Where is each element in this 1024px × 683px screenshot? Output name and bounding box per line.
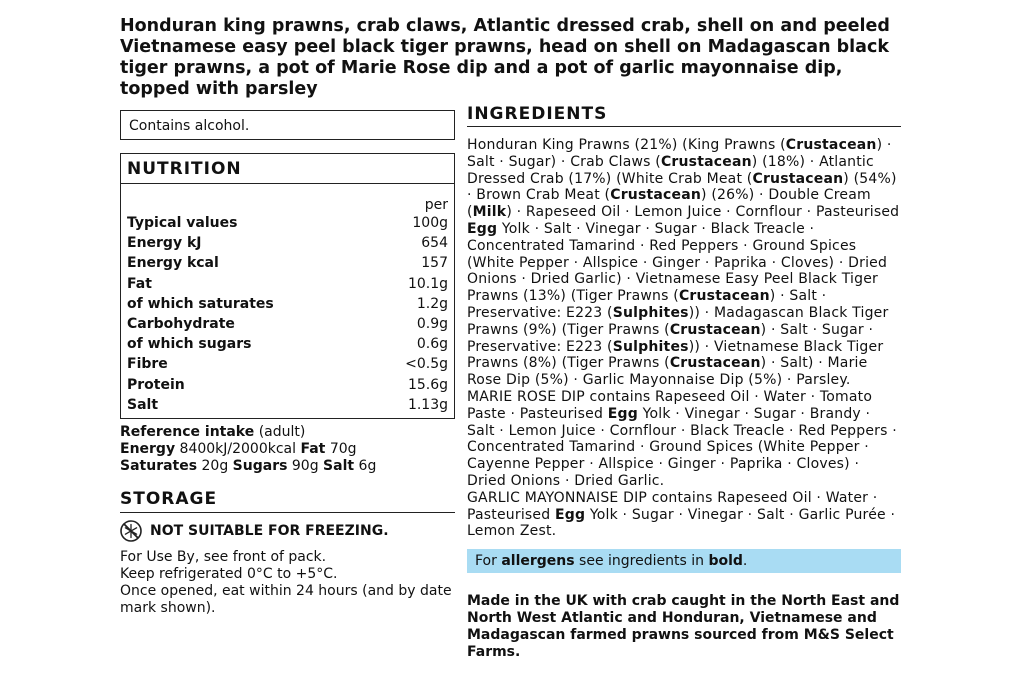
nutrition-rows	[127, 213, 448, 415]
ingredient-text: ) (18%) · Atlantic Dressed Crab (17%) (White Crab Meat (	[467, 153, 874, 187]
nutrition-label: of which sugars	[127, 336, 252, 353]
nutrition-value: 157	[421, 255, 448, 272]
nutrition-row	[127, 395, 448, 415]
ref-sugars-label: Sugars	[232, 458, 288, 475]
allergen-ingredient: Crustacean	[785, 137, 877, 153]
per-label: per	[424, 197, 448, 213]
allergen-ingredient: Sulphites	[612, 304, 689, 321]
ref-intake-label: Reference intake	[120, 424, 255, 441]
allergen-ingredient: Egg	[467, 220, 498, 237]
ingredient-text: Honduran King Prawns (21%) (King Prawns (	[467, 137, 786, 153]
ingredient-text: Yolk · Sugar · Vinegar · Salt · Garlic Purée · Lemon Zest.	[467, 506, 896, 540]
ref-fat-value: 70g	[329, 441, 357, 458]
nutrition-value: 1.2g	[416, 295, 448, 312]
allergen-ingredient: Crustacean	[752, 170, 844, 187]
ingredient-text: ) (26%) · Double Cream (	[467, 187, 871, 221]
nutrition-row	[127, 213, 448, 233]
ingredient-text: Yolk · Vinegar · Sugar · Brandy · Salt · Lemon Juice · Cornflour · Black Treacle · Red Peppers · Concentrated Tamarind · Ground Spices (White Pepper · Cayenne Pepper · Allspice · Ginger · Paprika · Cloves) · Dried Onions · Dried Garlic.	[467, 405, 897, 489]
nutrition-label: Fat	[127, 275, 152, 292]
nutrition-label: Fibre	[127, 356, 168, 373]
nutrition-row	[127, 253, 448, 273]
nutrition-label: Energy kJ	[127, 235, 202, 252]
origin-statement: Made in the UK with crab caught in the North East and North West Atlantic and Honduran, Vietnamese and Madagascan farmed prawns sourced from M&S Select Farms.	[467, 593, 900, 661]
ingredient-text: ) · Salt · Sugar) · Crab Claws (	[467, 137, 892, 170]
ingredient-text: ) · Salt · Preservative: E223 (	[467, 288, 827, 321]
nutrition-row	[127, 354, 448, 374]
allergen-ingredient: Crustacean	[678, 288, 770, 305]
allergen-ingredient: Egg	[607, 405, 638, 422]
ref-energy-label: Energy	[120, 441, 176, 458]
allergen-ingredient: Crustacean	[610, 187, 702, 204]
ref-intake-qualifier: (adult)	[258, 424, 306, 441]
ingredient-text: ) · Salt · Sugar · Preservative: E223 (	[467, 321, 874, 355]
storage-line: Once opened, eat within 24 hours (and by date mark shown).	[120, 583, 452, 617]
nutrition-heading: NUTRITION	[121, 154, 454, 184]
alcohol-notice: Contains alcohol.	[120, 110, 455, 140]
no-freeze-icon	[120, 520, 142, 542]
nutrition-row	[127, 334, 448, 354]
nutrition-value: <0.5g	[405, 356, 448, 373]
product-description: Honduran king prawns, crab claws, Atlantic dressed crab, shell on and peeled Vietnamese easy peel black tiger prawns, head on shell on Madagascan black tiger prawns, a pot of Marie Rose dip and a pot of garlic mayonnaise dip, topped with parsley	[120, 16, 890, 99]
nutrition-row	[127, 274, 448, 294]
ref-sugars-value: 90g	[291, 458, 319, 475]
nutrition-label: Protein	[127, 376, 185, 393]
ingredient-text: ) · Salt) · Marie Rose Dip (5%) · Garlic Mayonnaise Dip (5%) · Parsley.	[467, 355, 868, 389]
right-column	[467, 104, 901, 661]
reference-intake	[120, 424, 455, 475]
allergen-suffix: .	[742, 553, 748, 570]
ingredients-heading: INGREDIENTS	[467, 104, 901, 127]
storage-heading: STORAGE	[120, 489, 455, 513]
nutrition-row	[127, 314, 448, 334]
ingredients-text	[467, 137, 901, 540]
storage-line: For Use By, see front of pack.	[120, 549, 327, 566]
allergen-word: allergens	[501, 553, 575, 570]
nutrition-label: Salt	[127, 396, 159, 413]
ingredient-text: )) · Madagascan Black Tiger Prawns (9%) (Tiger Prawns (	[467, 304, 889, 338]
allergen-note	[467, 549, 901, 573]
ref-saturates-value: 20g	[201, 458, 229, 475]
nutrition-label: Typical values	[127, 215, 238, 231]
nutrition-label: Carbohydrate	[127, 316, 235, 333]
ref-saturates-label: Saturates	[120, 458, 198, 475]
allergen-ingredient: Sulphites	[612, 338, 689, 355]
ingredient-text: MARIE ROSE DIP contains Rapeseed Oil · Water · Tomato Paste · Pasteurised	[467, 388, 873, 422]
ingredient-text: Yolk · Salt · Vinegar · Sugar · Black Treacle · Concentrated Tamarind · Red Peppers · Ground Spices (White Pepper · Allspice · Ginger · Paprika · Cloves) · Dried Onions · Dried Garlic) · Vietnamese Easy Peel Black Tiger Prawns (13%) (Tiger Prawns (	[467, 220, 888, 305]
ref-energy-value: 8400kJ/2000kcal	[179, 441, 297, 458]
allergen-bold-word: bold	[708, 553, 743, 570]
storage-line: Keep refrigerated 0°C to +5°C.	[120, 566, 338, 583]
nutrition-row	[127, 294, 448, 314]
allergen-ingredient: Crustacean	[669, 321, 761, 338]
allergen-ingredient: Crustacean	[660, 153, 752, 170]
nutrition-value: 15.6g	[407, 376, 448, 393]
ref-fat-label: Fat	[300, 441, 326, 458]
nutrition-value: 10.1g	[407, 275, 448, 292]
left-column	[120, 110, 455, 617]
nutrition-value: 0.9g	[416, 316, 448, 333]
nutrition-table	[120, 153, 455, 419]
ref-salt-label: Salt	[323, 458, 355, 475]
nutrition-row	[127, 375, 448, 395]
allergen-ingredient: Egg	[554, 506, 586, 523]
storage-instructions	[120, 549, 455, 617]
allergen-prefix: For	[475, 553, 497, 570]
freeze-warning	[120, 520, 455, 542]
allergen-ingredient: Crustacean	[669, 355, 761, 372]
nutrition-label: Energy kcal	[127, 255, 219, 272]
nutrition-label: of which saturates	[127, 295, 274, 312]
allergen-middle: see ingredients in	[579, 553, 704, 570]
nutrition-value: 654	[421, 235, 448, 252]
nutrition-value: 0.6g	[416, 336, 448, 353]
ingredient-text: ) · Rapeseed Oil · Lemon Juice · Cornflour · Pasteurised	[506, 204, 900, 221]
nutrition-value: 100g	[412, 215, 448, 231]
nutrition-row	[127, 233, 448, 253]
freeze-warning-text: NOT SUITABLE FOR FREEZING.	[150, 523, 389, 540]
ref-salt-value: 6g	[358, 458, 377, 475]
ingredient-text: ) (54%) · Brown Crab Meat (	[467, 170, 897, 204]
nutrition-value: 1.13g	[407, 396, 448, 413]
ingredient-text: )) · Vietnamese Black Tiger Prawns (8%) (Tiger Prawns (	[467, 338, 884, 372]
allergen-ingredient: Milk	[472, 204, 507, 221]
ingredient-text: GARLIC MAYONNAISE DIP contains Rapeseed Oil · Water · Pasteurised	[467, 489, 878, 523]
